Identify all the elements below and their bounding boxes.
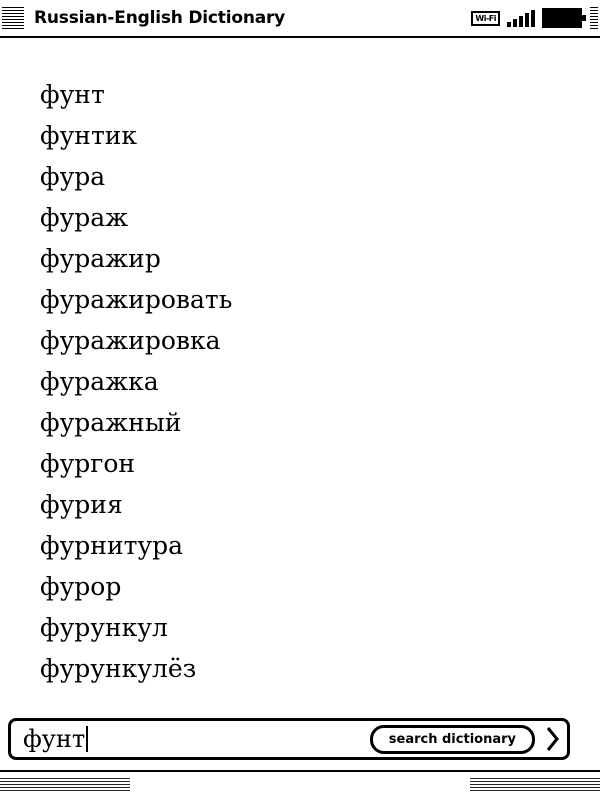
list-item[interactable]: фуражный — [40, 408, 182, 437]
status-icons — [471, 8, 582, 28]
list-item[interactable]: фунтик — [40, 121, 138, 150]
list-item[interactable]: фурор — [40, 572, 122, 601]
title-bar — [0, 0, 600, 38]
search-input[interactable] — [11, 721, 370, 757]
list-item[interactable]: фура — [40, 162, 106, 191]
search-input-value: фунт — [23, 725, 86, 753]
signal-strength-icon — [507, 9, 535, 27]
list-item[interactable]: фуражка — [40, 367, 159, 396]
list-item[interactable]: фураж — [40, 203, 129, 232]
page-title: Russian-English Dictionary — [34, 8, 286, 28]
window-grip-left-icon — [2, 7, 24, 29]
list-item[interactable]: фурункул — [40, 613, 168, 642]
list-item[interactable]: фурункулёз — [40, 654, 197, 683]
list-item[interactable]: фунт — [40, 80, 105, 109]
window-grip-right-icon — [590, 7, 598, 29]
list-item[interactable]: фуражировка — [40, 326, 221, 355]
list-item[interactable]: фургон — [40, 449, 136, 478]
list-item[interactable]: фурия — [40, 490, 123, 519]
battery-full-icon — [542, 8, 582, 28]
bottom-bar — [0, 770, 600, 800]
word-list[interactable] — [0, 38, 600, 714]
list-item[interactable]: фурнитура — [40, 531, 184, 560]
chevron-right-icon[interactable] — [545, 721, 561, 757]
wifi-icon: Wi-Fi — [471, 11, 500, 26]
list-item[interactable]: фуражир — [40, 244, 161, 273]
search-bar[interactable] — [8, 718, 570, 760]
list-item[interactable]: фуражировать — [40, 285, 233, 314]
search-dictionary-button[interactable]: search dictionary — [370, 725, 535, 754]
text-caret — [86, 726, 88, 752]
bottom-bar-blank — [130, 776, 470, 794]
